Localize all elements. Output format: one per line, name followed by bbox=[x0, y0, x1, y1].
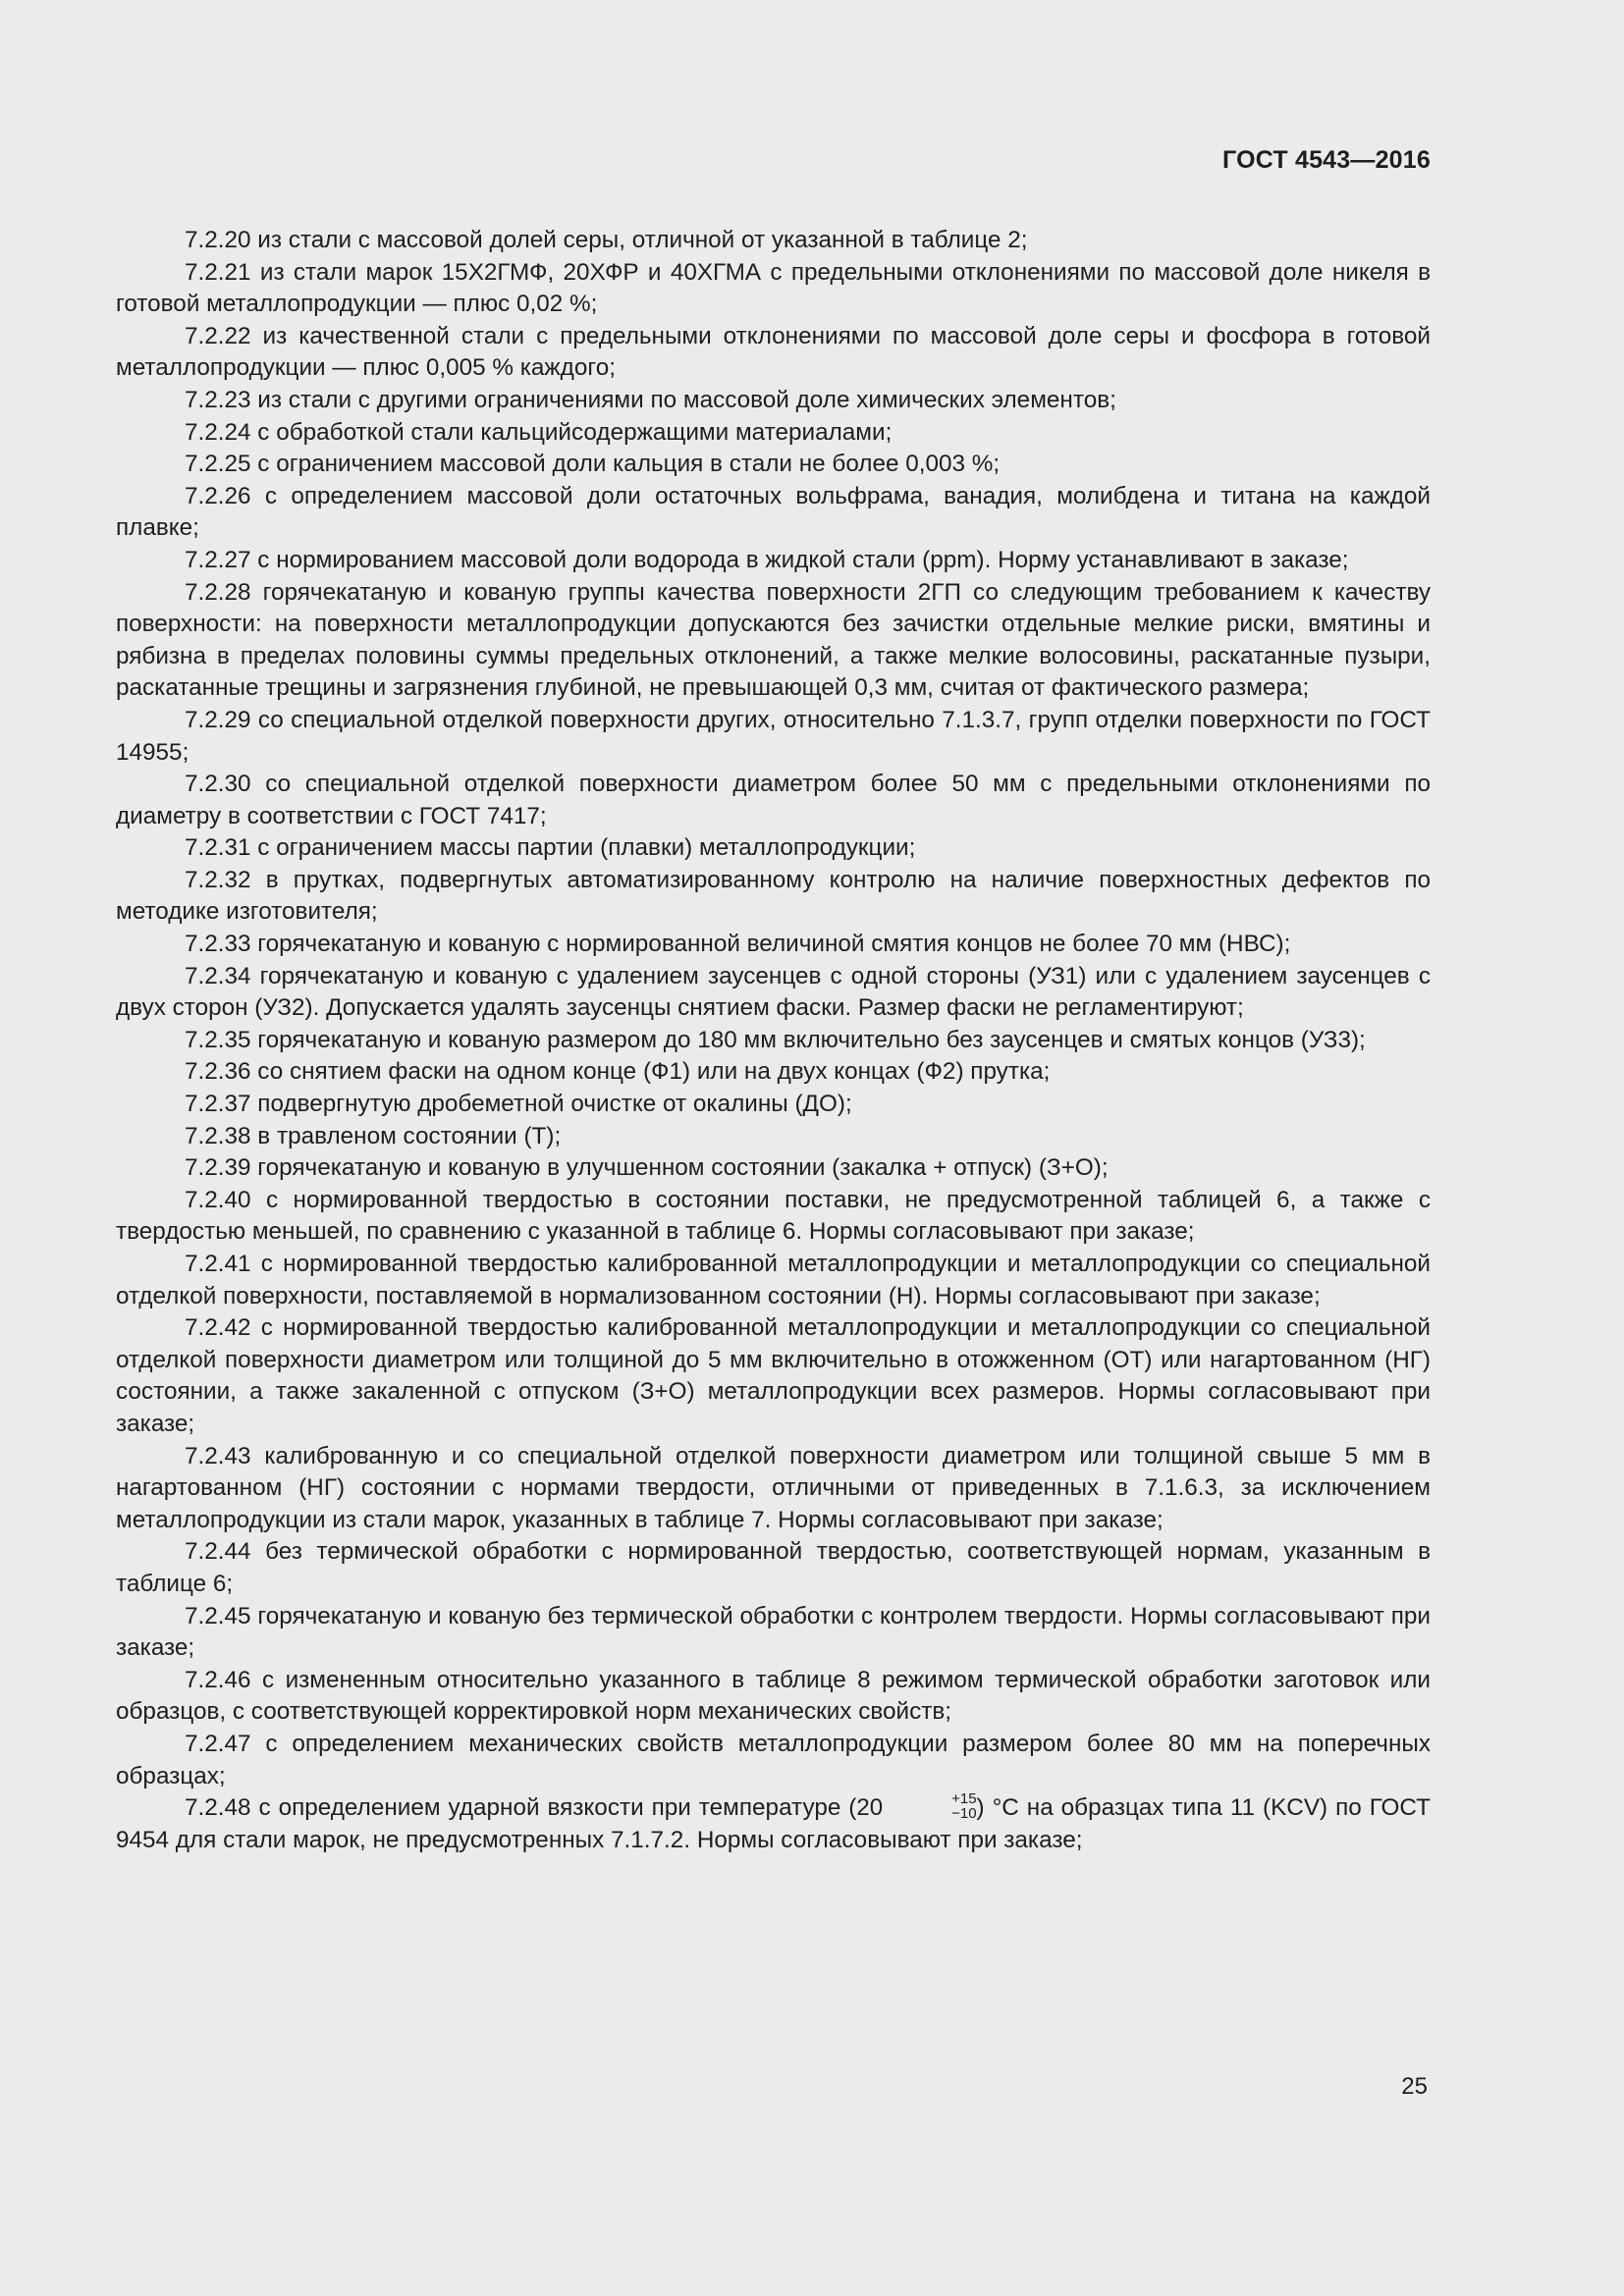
paragraph-7-2-31: 7.2.31 с ограничением массы партии (плавки) металлопродукции; bbox=[185, 834, 916, 862]
paragraph-7-2-21: 7.2.21 из стали марок 15Х2ГМФ, 20ХФР и 40ХГМА с предельными отклонениями по массовой доле никеля в готовой металлопродукции — плюс 0,02 %; bbox=[116, 258, 1431, 318]
paragraph-7-2-24: 7.2.24 с обработкой стали кальцийсодержащими материалами; bbox=[185, 418, 893, 446]
paragraph-7-2-48-after: ) °С на образцах типа 11 (KCV) по ГОСТ 9454 для стали марок, не предусмотренных 7.1.7.2. Нормы согласовывают при заказе; bbox=[116, 1794, 1431, 1853]
document-body bbox=[116, 225, 1431, 1856]
paragraph-7-2-29: 7.2.29 со специальной отделкой поверхности других, относительно 7.1.3.7, групп отделки поверхности по ГОСТ 14955; bbox=[116, 706, 1431, 766]
paragraph-7-2-45: 7.2.45 горячекатаную и кованую без термической обработки с контролем твердости. Нормы согласовывают при заказе; bbox=[116, 1602, 1431, 1662]
temperature-upper-tolerance: +15 bbox=[951, 1789, 977, 1807]
paragraph-7-2-26: 7.2.26 с определением массовой доли остаточных вольфрама, ванадия, молибдена и титана на каждой плавке; bbox=[116, 482, 1431, 542]
paragraph-7-2-33: 7.2.33 горячекатаную и кованую с нормированной величиной смятия концов не более 70 мм (НВС); bbox=[185, 931, 1291, 958]
paragraph-7-2-48 bbox=[116, 1789, 1431, 1856]
paragraph-7-2-48-before: 7.2.48 с определением ударной вязкости при температуре ( bbox=[185, 1794, 857, 1822]
paragraph-7-2-47: 7.2.47 с определением механических свойств металлопродукции размером более 80 мм на поперечных образцах; bbox=[116, 1730, 1431, 1789]
paragraph-7-2-34: 7.2.34 горячекатаную и кованую с удалением заусенцев с одной стороны (УЗ1) или с удалением заусенцев с двух сторон (УЗ2). Допускается удалять заусенцы снятием фаски. Размер фаски не регламентируют; bbox=[116, 962, 1431, 1022]
paragraph-7-2-46: 7.2.46 с измененным относительно указанного в таблице 8 режимом термической обработки заготовок или образцов, с соответствующей корректировкой норм механических свойств; bbox=[116, 1666, 1431, 1726]
paragraph-7-2-23: 7.2.23 из стали с другими ограничениями по массовой доле химических элементов; bbox=[185, 386, 1116, 413]
paragraph-7-2-37: 7.2.37 подвергнутую дробеметной очистке от окалины (ДО); bbox=[185, 1091, 852, 1118]
page-number: 25 bbox=[1401, 2073, 1428, 2100]
paragraph-7-2-30: 7.2.30 со специальной отделкой поверхности диаметром более 50 мм с предельными отклонениями по диаметру в соответствии с ГОСТ 7417; bbox=[116, 771, 1431, 829]
paragraph-7-2-35: 7.2.35 горячекатаную и кованую размером до 180 мм включительно без заусенцев и смятых концов (УЗ3); bbox=[185, 1026, 1366, 1053]
paragraph-7-2-27: 7.2.27 с нормированием массовой доли водорода в жидкой стали (ppm). Норму устанавливают в заказе; bbox=[185, 546, 1349, 573]
paragraph-7-2-44: 7.2.44 без термической обработки с нормированной твердостью, соответствующей нормам, указанным в таблице 6; bbox=[116, 1538, 1431, 1597]
temperature-lower-tolerance: −10 bbox=[951, 1804, 977, 1822]
paragraph-7-2-20: 7.2.20 из стали с массовой долей серы, отличной от указанной в таблице 2; bbox=[185, 227, 1028, 253]
paragraph-7-2-28: 7.2.28 горячекатаную и кованую группы качества поверхности 2ГП со следующим требованием к качеству поверхности: на поверхности металлопродукции допускаются без зачистки отдельные мелкие риски, вмятины и рябизна в пределах половины суммы предельных отклонений, а также мелкие волосовины, раскатанные пузыри, раскатанные трещины и загрязнения глубиной, не превышающей 0,3 мм, считая от фактического размера; bbox=[116, 578, 1431, 702]
paragraph-7-2-36: 7.2.36 со снятием фаски на одном конце (Ф1) или на двух концах (Ф2) прутка; bbox=[185, 1058, 1051, 1086]
paragraph-7-2-32: 7.2.32 в прутках, подвергнутых автоматизированному контролю на наличие поверхностных дефектов по методике изготовителя; bbox=[116, 866, 1431, 926]
temperature-tolerance bbox=[883, 1791, 976, 1821]
paragraph-7-2-22: 7.2.22 из качественной стали с предельными отклонениями по массовой доле серы и фосфора в готовой металлопродукции — плюс 0,005 % каждого; bbox=[116, 322, 1431, 382]
temperature-base: 20 bbox=[856, 1794, 884, 1822]
paragraph-7-2-39: 7.2.39 горячекатаную и кованую в улучшенном состоянии (закалка + отпуск) (З+О); bbox=[185, 1154, 1109, 1182]
paragraph-7-2-38: 7.2.38 в травленом состоянии (Т); bbox=[185, 1122, 562, 1149]
paragraph-7-2-41: 7.2.41 с нормированной твердостью калиброванной металлопродукции и металлопродукции со специальной отделкой поверхности, поставляемой в нормализованном состоянии (Н). Нормы согласовывают при заказе; bbox=[116, 1251, 1431, 1309]
paragraph-7-2-43: 7.2.43 калиброванную и со специальной отделкой поверхности диаметром или толщиной свыше 5 мм в нагартованном (НГ) состоянии с нормами твердости, отличными от приведенных в 7.1.6.3, за исключением металлопродукции из стали марок, указанных в таблице 7. Нормы согласовывают при заказе; bbox=[116, 1442, 1431, 1533]
document-header: ГОСТ 4543—2016 bbox=[1222, 146, 1431, 174]
paragraph-7-2-40: 7.2.40 с нормированной твердостью в состоянии поставки, не предусмотренной таблицей 6, а также с твердостью меньшей, по сравнению с указанной в таблице 6. Нормы согласовывают при заказе; bbox=[116, 1186, 1431, 1246]
paragraph-7-2-42: 7.2.42 с нормированной твердостью калиброванной металлопродукции и металлопродукции со специальной отделкой поверхности диаметром или толщиной до 5 мм включительно в отожженном (ОТ) или нагартованном (НГ) состоянии, а также закаленной с отпуском (З+О) металлопродукции всех размеров. Нормы согласовывают при заказе; bbox=[116, 1314, 1431, 1437]
paragraph-7-2-25: 7.2.25 с ограничением массовой доли кальция в стали не более 0,003 %; bbox=[185, 451, 1001, 478]
